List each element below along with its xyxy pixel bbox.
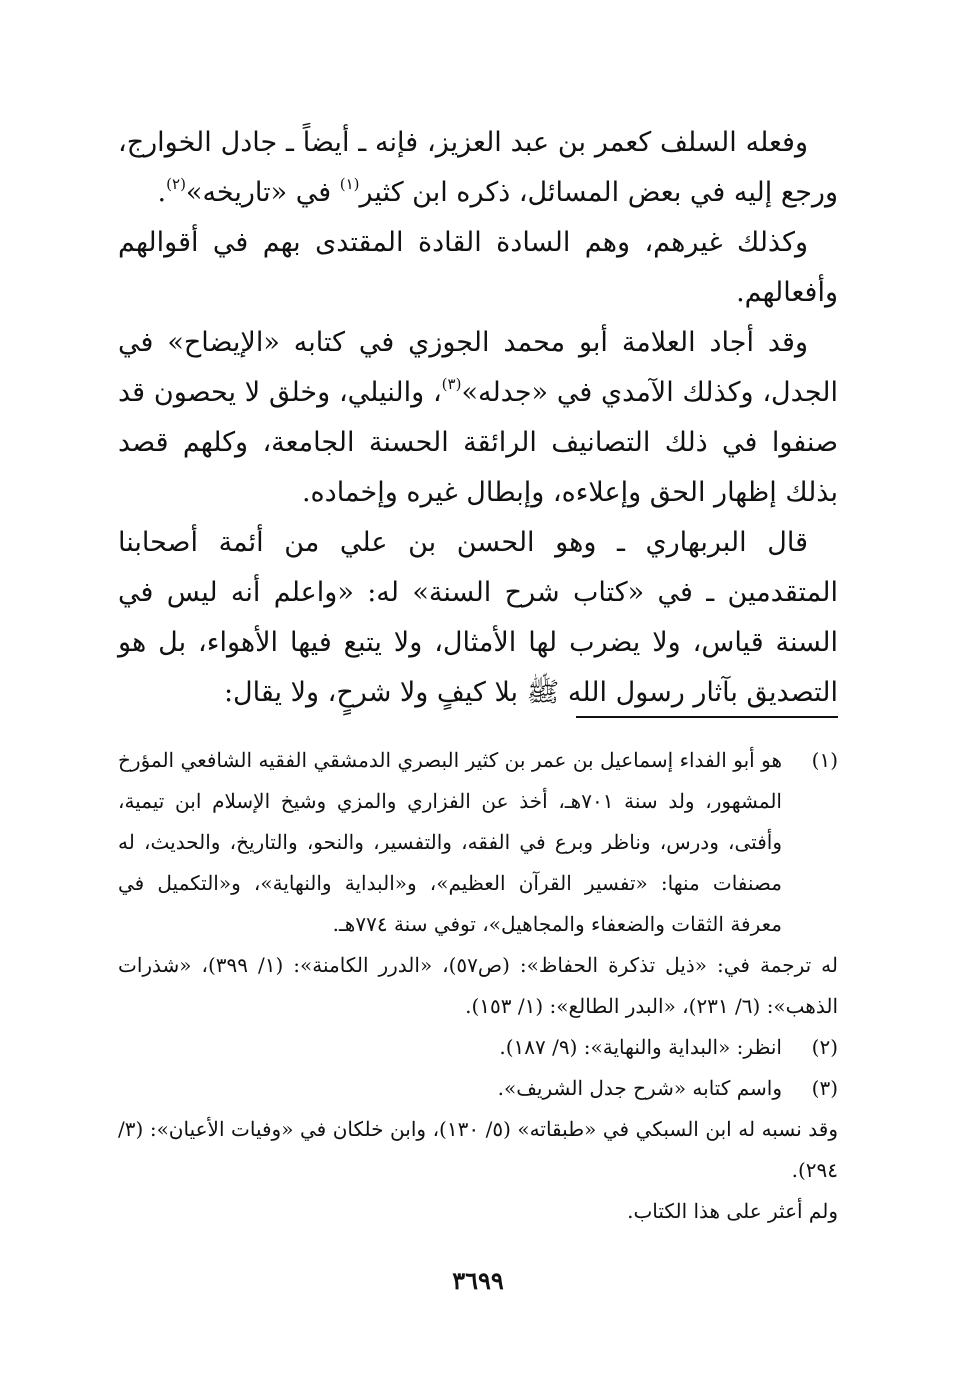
footnote-3-attribution: وقد نسبه له ابن السبكي في «طبقاته» (٥/ ١٣٠)، وابن خلكان في «وفيات الأعيان»: (٣/ ٢٩٤). — [118, 1117, 838, 1182]
footnote-ref-1: (١) — [339, 175, 360, 193]
footnote-ref-3: (٣) — [441, 375, 462, 393]
footnote-2-text: انظر: «البداية والنهاية»: (٩/ ١٨٧). — [499, 1035, 782, 1059]
paragraph-4: قال البربهاري ـ وهو الحسن بن علي من أئمة أصحابنا المتقدمين ـ في «كتاب شرح السنة» له: «واعلم أنه ليس في السنة قياس، ولا يضرب لها الأمثال، ولا يتبع فيها الأهواء، بل هو التصديق بآثار رسول الله ﷺ بلا كيفٍ ولا شرحٍ، ولا يقال: — [118, 527, 838, 708]
paragraph-1-text-a: وفعله السلف كعمر بن عبد العزيز، فإنه ـ أيضاً ـ جادل الخوارج، ورجع إليه في بعض المسائل، ذكره ابن كثير — [118, 127, 838, 208]
footnote-1-sources: له ترجمة في: «ذيل تذكرة الحفاظ»: (ص٥٧)، «الدرر الكامنة»: (١/ ٣٩٩)، «شذرات الذهب»: (٦/ ٢٣١)، «البدر الطالع»: (١/ ١٥٣). — [118, 953, 838, 1018]
footnote-1 — [118, 740, 838, 945]
footnote-separator — [576, 716, 838, 718]
footnotes-section — [118, 740, 838, 1232]
paragraph-1 — [118, 118, 838, 218]
paragraph-1-text-c: . — [157, 177, 167, 208]
paragraph-3-text-a: وقد أجاد العلامة أبو محمد الجوزي في كتابه «الإيضاح» في الجدل، وكذلك الآمدي في «جدله» — [118, 327, 838, 408]
footnote-1-number: (١) — [811, 748, 838, 772]
footnote-3-note: ولم أعثر على هذا الكتاب. — [627, 1199, 838, 1223]
footnote-3 — [118, 1068, 838, 1109]
page-number: ٣٦٩٩ — [452, 1266, 504, 1295]
footnote-3-text: واسم كتابه «شرح جدل الشريف». — [497, 1076, 782, 1100]
footnote-3-number: (٣) — [811, 1076, 838, 1100]
footnote-2-body — [118, 1027, 782, 1068]
footnote-2-number: (٢) — [811, 1035, 838, 1059]
footnote-ref-2: (٢) — [166, 175, 186, 193]
footnote-3-body — [118, 1068, 782, 1109]
paragraph-3-text-b: ، والنيلي، وخلق لا يحصون قد صنفوا في ذلك التصانيف الرائقة الحسنة الجامعة، وكلهم قصد بذلك إظهار الحق وإعلاءه، وإبطال غيره وإخماده. — [118, 377, 838, 508]
footnote-2 — [118, 1027, 838, 1068]
paragraph-2: وكذلك غيرهم، وهم السادة القادة المقتدى بهم في أقوالهم وأفعالهم. — [118, 227, 838, 308]
main-text-body — [118, 118, 838, 718]
footnote-1-text: هو أبو الفداء إسماعيل بن عمر بن كثير البصري الدمشقي الفقيه الشافعي المؤرخ المشهور، ولد سنة ٧٠١هـ، أخذ عن الفزاري والمزي وشيخ الإسلام ابن تيمية، وأفتى، ودرس، وناظر وبرع في الفقه، والتفسير، والنحو، والتاريخ، والحديث، له مصنفات منها: «تفسير القرآن العظيم»، و«البداية والنهاية»، و«التكميل في معرفة الثقات والضعفاء والمجاهيل»، توفي سنة ٧٧٤هـ. — [118, 748, 782, 936]
paragraph-3 — [118, 318, 838, 518]
paragraph-1-text-b: في «تاريخه» — [185, 177, 340, 208]
footnote-1-body — [118, 740, 782, 945]
